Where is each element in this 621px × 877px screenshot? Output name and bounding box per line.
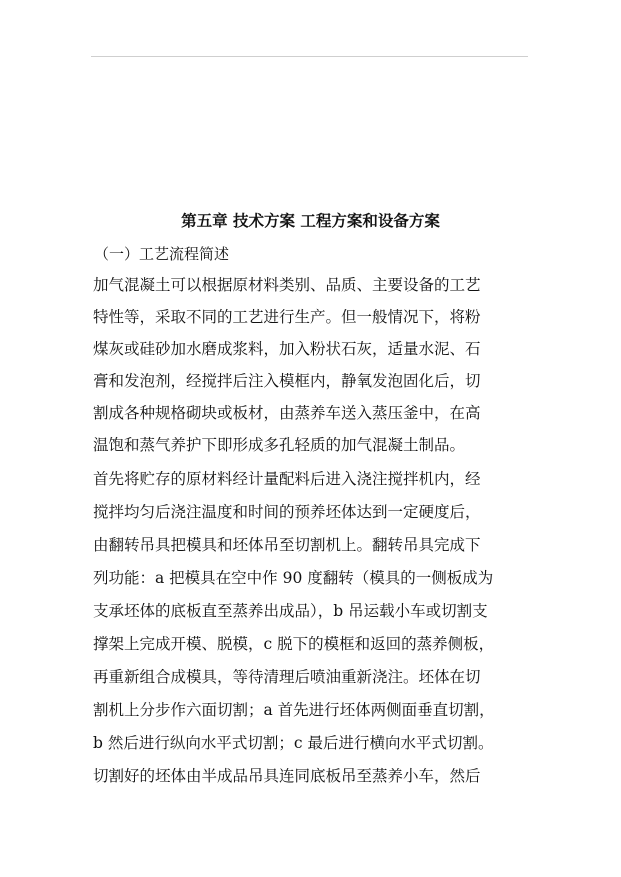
paragraph-line: 加气混凝土可以根据原材料类别、品质、主要设备的工艺 [93,276,481,294]
paragraph-line: 再重新组合成模具，等待清理后喷油重新浇注。坯体在切 [93,668,481,686]
paragraph-line: 撑架上完成开模、脱模，c 脱下的模框和返回的蒸养侧板， [93,635,495,653]
paragraph-line: 由翻转吊具把模具和坯体吊至切割机上。翻转吊具完成下 [93,536,481,554]
paragraph-line: 割成各种规格砌块或板材，由蒸养车送入蒸压釜中，在高 [93,404,481,422]
header-divider [91,56,528,57]
paragraph-line: 特性等，采取不同的工艺进行生产。但一般情况下，将粉 [93,308,481,326]
paragraph-line: 切割好的坯体由半成品吊具连同底板吊至蒸养小车，然后 [93,767,481,785]
paragraph-line: 支承坯体的底板直至蒸养出成品），b 吊运载小车或切割支 [93,602,488,620]
section-heading: （一）工艺流程简述 [94,245,230,263]
paragraph-line: 搅拌均匀后浇注温度和时间的预养坯体达到一定硬度后， [93,503,481,521]
paragraph-line: 首先将贮存的原材料经计量配料后进入浇注搅拌机内，经 [93,470,481,488]
paragraph-line: b 然后进行纵向水平式切割；c 最后进行横向水平式切割。 [93,734,494,752]
chapter-title: 第五章 技术方案 工程方案和设备方案 [181,211,440,230]
paragraph-line: 温饱和蒸气养护下即形成多孔轻质的加气混凝土制品。 [93,436,466,454]
paragraph-line: 列功能：a 把模具在空中作 90 度翻转（模具的一侧板成为 [93,569,494,587]
paragraph-line: 膏和发泡剂，经搅拌后注入模框内，静氧发泡固化后，切 [93,372,481,390]
paragraph-line: 割机上分步作六面切割；a 首先进行坯体两侧面垂直切割， [93,701,495,719]
paragraph-line: 煤灰或硅砂加水磨成浆料，加入粉状石灰，适量水泥、石 [93,340,481,358]
